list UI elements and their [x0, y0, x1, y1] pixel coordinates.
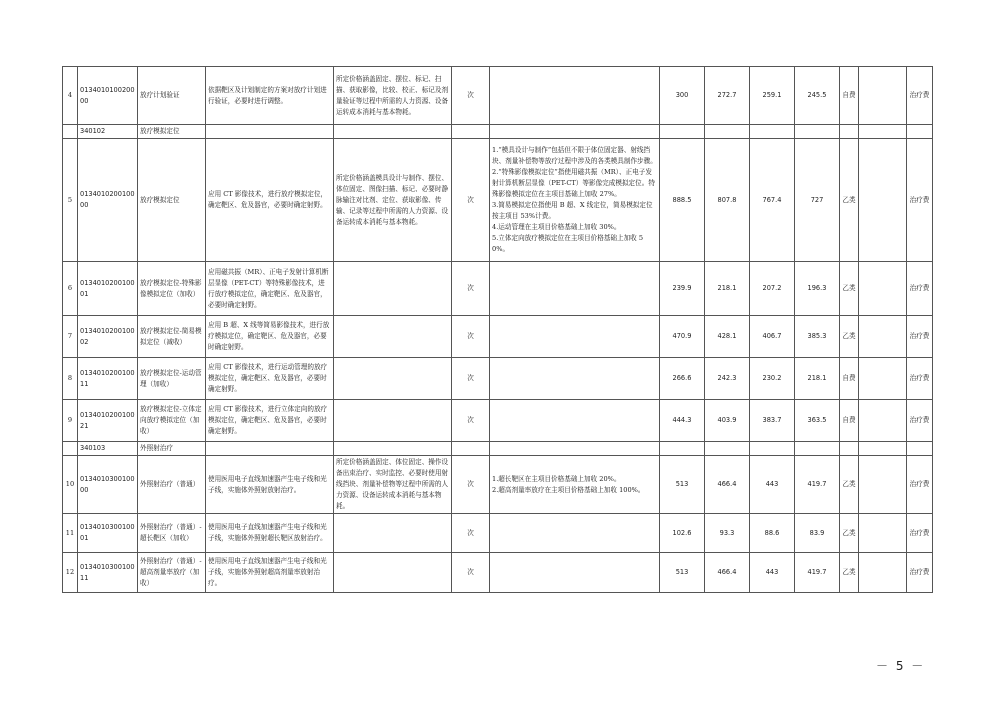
notes-cell: [490, 553, 660, 593]
empty-cell: [859, 358, 907, 400]
unit-cell: 次: [452, 358, 490, 400]
unit-cell: 次: [452, 456, 490, 514]
note-line: 5.立体定向放疗模拟定位在主项目价格基础上加收 50%。: [492, 234, 644, 253]
price-connotation-cell: 所定价格涵盖固定、体位固定、操作设备出束治疗、实时监控、必要时使用射线挡块、剂量补偿物等过程中所需的人力资源、设备运转成本消耗与基本物耗。: [334, 456, 452, 514]
table-row: [63, 553, 933, 593]
insurance-category-cell: 乙类: [840, 514, 859, 553]
finance-category-cell: 治疗费: [907, 262, 933, 316]
price-tier-2-cell: 218.1: [705, 262, 750, 316]
table-row: [63, 316, 933, 358]
note-line: 2.超高剂量率放疗在主项目价格基础上加收 100%。: [492, 485, 645, 494]
note-line: 4.运动管理在主项目价格基础上加收 30%。: [492, 223, 621, 231]
group-row: [63, 442, 933, 456]
unit-cell: 次: [452, 67, 490, 125]
price-tier-1-cell: 513: [660, 456, 705, 514]
price-tier-3-cell: 230.2: [750, 358, 795, 400]
table-body: [63, 67, 933, 593]
insurance-category-cell: 乙类: [840, 456, 859, 514]
unit-cell: 次: [452, 400, 490, 442]
price-connotation-cell: [334, 553, 452, 593]
empty-cell: [206, 125, 334, 139]
finance-category-cell: 治疗费: [907, 514, 933, 553]
service-content-cell: 使用医用电子直线加速器产生电子线和光子线，实施体外照射超长靶区放射治疗。: [206, 514, 334, 553]
empty-cell: [334, 442, 452, 456]
empty-cell: [750, 125, 795, 139]
price-tier-1-cell: 513: [660, 553, 705, 593]
empty-cell: [859, 514, 907, 553]
finance-category-cell: 治疗费: [907, 67, 933, 125]
insurance-category-cell: 乙类: [840, 316, 859, 358]
price-tier-1-cell: 444.3: [660, 400, 705, 442]
row-number-cell: 6: [63, 262, 78, 316]
price-tier-1-cell: 300: [660, 67, 705, 125]
empty-cell: [452, 442, 490, 456]
group-code-cell: 340103: [78, 442, 138, 456]
empty-cell: [859, 125, 907, 139]
price-tier-1-cell: 888.5: [660, 139, 705, 262]
item-code-cell: 013401020010021: [78, 400, 138, 442]
row-number-cell: 4: [63, 67, 78, 125]
note-line: 1.“模具设计与制作”包括但不限于体位固定器、射线挡块、剂量补偿物等放疗过程中涉及的各类模具制作步骤。: [492, 146, 657, 165]
group-name-cell: 放疗模拟定位: [138, 125, 206, 139]
table-row: [63, 456, 933, 514]
unit-cell: 次: [452, 316, 490, 358]
row-number-cell: [63, 442, 78, 456]
table-row: [63, 139, 933, 262]
service-content-cell: 应用磁共振（MR）、正电子发射计算机断层显像（PET-CT）等特殊影像技术，进行放疗模拟定位，确定靶区、危及器官，必要时确定射野。: [206, 262, 334, 316]
empty-cell: [840, 442, 859, 456]
price-tier-3-cell: 383.7: [750, 400, 795, 442]
table-row: [63, 262, 933, 316]
empty-cell: [859, 262, 907, 316]
item-name-cell: 外照射治疗（普通）-超长靶区（加收）: [138, 514, 206, 553]
price-tier-1-cell: 266.6: [660, 358, 705, 400]
item-name-cell: 放疗模拟定位-简易模拟定位（减收）: [138, 316, 206, 358]
service-content-cell: 应用 CT 影像技术，进行立体定向的放疗模拟定位，确定靶区、危及器官，必要时确定射野。: [206, 400, 334, 442]
notes-cell: [490, 358, 660, 400]
row-number-cell: 10: [63, 456, 78, 514]
item-code-cell: 013401020010001: [78, 262, 138, 316]
row-number-cell: 9: [63, 400, 78, 442]
item-code-cell: 013401020010002: [78, 316, 138, 358]
service-content-cell: 使用医用电子直线加速器产生电子线和光子线，实施体外照射放射治疗。: [206, 456, 334, 514]
notes-cell: [490, 514, 660, 553]
service-content-cell: 应用 CT 影像技术，进行放疗模拟定位，确定靶区、危及器官，必要时确定射野。: [206, 139, 334, 262]
note-line: 2.“特殊影像模拟定位”指使用磁共振（MR）、正电子发射计算机断层显像（PET-CT）等影像完成模拟定位。特殊影像模拟定位在主项目基础上加收 27%。: [492, 168, 655, 198]
price-connotation-cell: [334, 262, 452, 316]
finance-category-cell: 治疗费: [907, 400, 933, 442]
empty-cell: [795, 125, 840, 139]
empty-cell: [859, 139, 907, 262]
price-tier-3-cell: 259.1: [750, 67, 795, 125]
empty-cell: [859, 316, 907, 358]
item-code-cell: 013401030010001: [78, 514, 138, 553]
price-tier-3-cell: 443: [750, 553, 795, 593]
finance-category-cell: 治疗费: [907, 553, 933, 593]
price-tier-2-cell: 272.7: [705, 67, 750, 125]
empty-cell: [859, 456, 907, 514]
empty-cell: [705, 125, 750, 139]
note-line: 1.超长靶区在主项目价格基础上加收 20%。: [492, 474, 621, 483]
empty-cell: [452, 125, 490, 139]
notes-cell: [490, 67, 660, 125]
unit-cell: 次: [452, 139, 490, 262]
empty-cell: [907, 125, 933, 139]
row-number-cell: 7: [63, 316, 78, 358]
price-tier-3-cell: 88.6: [750, 514, 795, 553]
price-tier-4-cell: 727: [795, 139, 840, 262]
price-tier-2-cell: 403.9: [705, 400, 750, 442]
group-name-cell: 外照射治疗: [138, 442, 206, 456]
item-name-cell: 放疗模拟定位-运动管理（加收）: [138, 358, 206, 400]
service-content-cell: 应用 B 超、X 线等简易影像技术，进行放疗模拟定位，确定靶区、危及器官，必要时确定射野。: [206, 316, 334, 358]
pricing-table: [62, 66, 933, 593]
item-code-cell: 013401010020000: [78, 67, 138, 125]
price-tier-4-cell: 245.5: [795, 67, 840, 125]
item-name-cell: 放疗计划验证: [138, 67, 206, 125]
unit-cell: 次: [452, 262, 490, 316]
price-tier-4-cell: 83.9: [795, 514, 840, 553]
finance-category-cell: 治疗费: [907, 139, 933, 262]
price-tier-2-cell: 807.8: [705, 139, 750, 262]
price-connotation-cell: [334, 514, 452, 553]
empty-cell: [490, 125, 660, 139]
empty-cell: [750, 442, 795, 456]
price-tier-2-cell: 242.3: [705, 358, 750, 400]
price-tier-2-cell: 466.4: [705, 553, 750, 593]
price-tier-4-cell: 363.5: [795, 400, 840, 442]
row-number-cell: 12: [63, 553, 78, 593]
note-line: 3.简易模拟定位指使用 B 超、X 线定位，简易模拟定位按主项目 53%计费。: [492, 201, 653, 220]
notes-cell: [490, 262, 660, 316]
item-name-cell: 放疗模拟定位: [138, 139, 206, 262]
empty-cell: [660, 442, 705, 456]
notes-cell: [490, 139, 660, 262]
price-tier-2-cell: 466.4: [705, 456, 750, 514]
price-tier-4-cell: 385.3: [795, 316, 840, 358]
price-connotation-cell: [334, 400, 452, 442]
empty-cell: [490, 442, 660, 456]
row-number-cell: 8: [63, 358, 78, 400]
item-code-cell: 013401030010011: [78, 553, 138, 593]
notes-cell: [490, 316, 660, 358]
service-content-cell: 应用 CT 影像技术，进行运动管理的放疗模拟定位，确定靶区、危及器官，必要时确定射野。: [206, 358, 334, 400]
insurance-category-cell: 自费: [840, 358, 859, 400]
price-tier-3-cell: 443: [750, 456, 795, 514]
item-code-cell: 013401030010000: [78, 456, 138, 514]
group-row: [63, 125, 933, 139]
price-tier-4-cell: 196.3: [795, 262, 840, 316]
empty-cell: [859, 553, 907, 593]
price-tier-2-cell: 93.3: [705, 514, 750, 553]
price-tier-2-cell: 428.1: [705, 316, 750, 358]
empty-cell: [795, 442, 840, 456]
item-code-cell: 013401020010011: [78, 358, 138, 400]
price-connotation-cell: [334, 358, 452, 400]
finance-category-cell: 治疗费: [907, 358, 933, 400]
notes-cell: [490, 456, 660, 514]
empty-cell: [705, 442, 750, 456]
price-tier-4-cell: 419.7: [795, 456, 840, 514]
price-connotation-cell: 所定价格涵盖固定、摆位、标记、扫描、获取影像，比较、校正、标记及剂量验证等过程中所需的人力资源、设备运转成本消耗与基本物耗。: [334, 67, 452, 125]
price-tier-4-cell: 419.7: [795, 553, 840, 593]
price-tier-3-cell: 406.7: [750, 316, 795, 358]
table-row: [63, 400, 933, 442]
item-name-cell: 外照射治疗（普通）-超高剂量率放疗（加收）: [138, 553, 206, 593]
empty-cell: [859, 400, 907, 442]
table-row: [63, 514, 933, 553]
empty-cell: [907, 442, 933, 456]
price-connotation-cell: 所定价格涵盖模具设计与制作、摆位、体位固定、图像扫描、标记、必要时静脉输注对比剂、定位、获取影像、传输、记录等过程中所需的人力资源、设备运转成本消耗与基本物耗。: [334, 139, 452, 262]
row-number-cell: [63, 125, 78, 139]
empty-cell: [840, 125, 859, 139]
empty-cell: [859, 67, 907, 125]
price-tier-4-cell: 218.1: [795, 358, 840, 400]
page-number: － 5 －: [876, 659, 926, 673]
table-row: [63, 67, 933, 125]
price-connotation-cell: [334, 316, 452, 358]
table-row: [63, 358, 933, 400]
item-name-cell: 放疗模拟定位-特殊影像模拟定位（加收）: [138, 262, 206, 316]
group-code-cell: 340102: [78, 125, 138, 139]
row-number-cell: 11: [63, 514, 78, 553]
empty-cell: [206, 442, 334, 456]
notes-cell: [490, 400, 660, 442]
empty-cell: [660, 125, 705, 139]
unit-cell: 次: [452, 553, 490, 593]
item-code-cell: 013401020010000: [78, 139, 138, 262]
finance-category-cell: 治疗费: [907, 316, 933, 358]
price-tier-1-cell: 102.6: [660, 514, 705, 553]
insurance-category-cell: 自费: [840, 400, 859, 442]
insurance-category-cell: 乙类: [840, 139, 859, 262]
row-number-cell: 5: [63, 139, 78, 262]
price-tier-1-cell: 470.9: [660, 316, 705, 358]
service-content-cell: 依据靶区及计划制定的方案对放疗计划进行验证，必要时进行调整。: [206, 67, 334, 125]
item-name-cell: 放疗模拟定位-立体定向放疗模拟定位（加收）: [138, 400, 206, 442]
price-tier-3-cell: 207.2: [750, 262, 795, 316]
item-name-cell: 外照射治疗（普通）: [138, 456, 206, 514]
insurance-category-cell: 乙类: [840, 262, 859, 316]
service-content-cell: 使用医用电子直线加速器产生电子线和光子线，实施体外照射超高剂量率放射治疗。: [206, 553, 334, 593]
insurance-category-cell: 自费: [840, 67, 859, 125]
finance-category-cell: 治疗费: [907, 456, 933, 514]
empty-cell: [334, 125, 452, 139]
insurance-category-cell: 乙类: [840, 553, 859, 593]
unit-cell: 次: [452, 514, 490, 553]
empty-cell: [859, 442, 907, 456]
price-tier-1-cell: 239.9: [660, 262, 705, 316]
price-tier-3-cell: 767.4: [750, 139, 795, 262]
